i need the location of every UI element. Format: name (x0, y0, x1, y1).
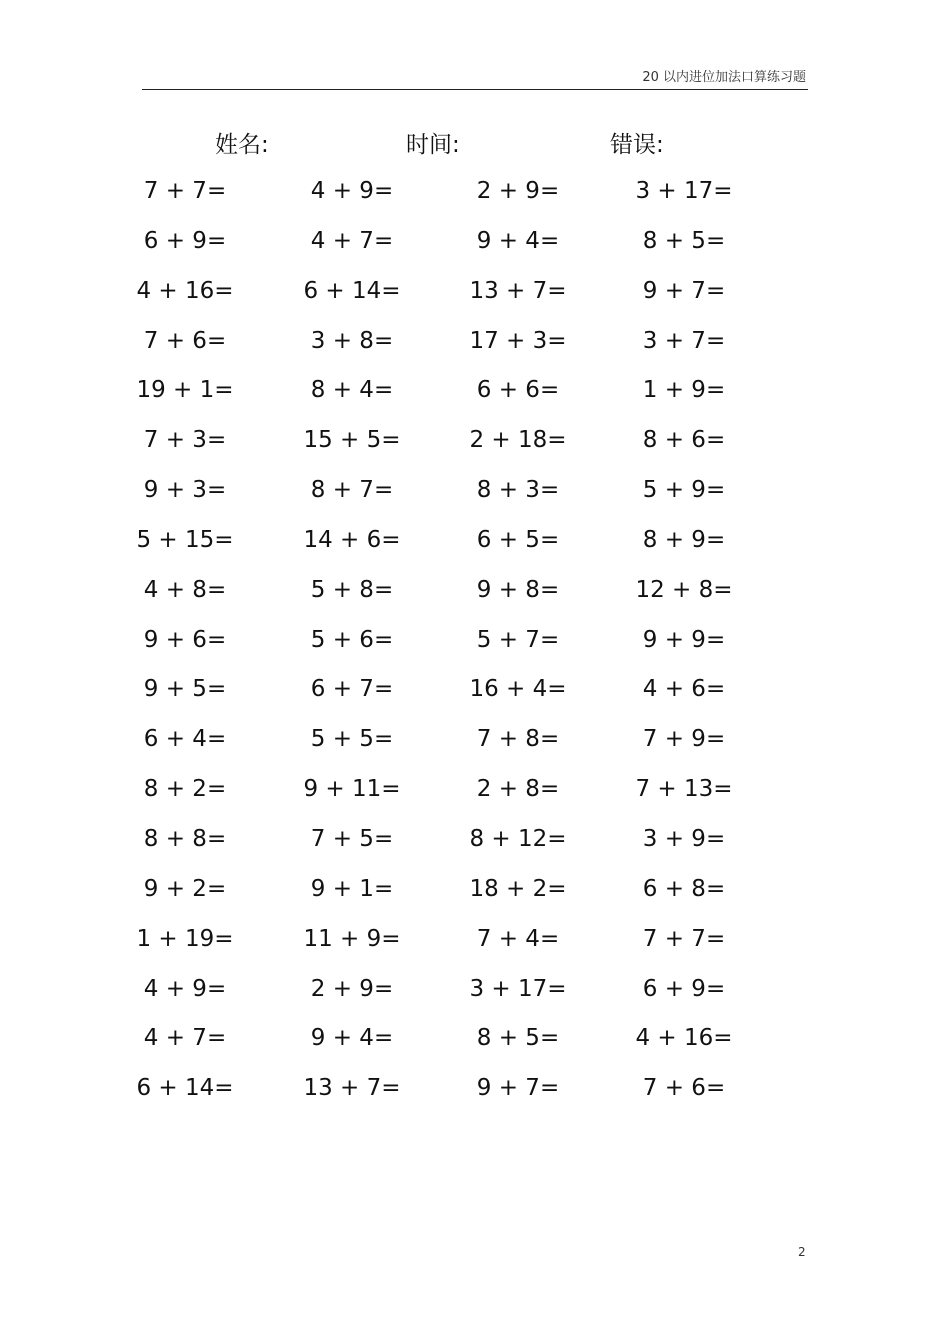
addition-problem: 9 + 2= (143, 875, 227, 902)
problem-row (0, 766, 950, 816)
problem-row (0, 1065, 950, 1115)
addition-problem: 7 + 6= (642, 1075, 726, 1102)
addition-problem: 6 + 5= (476, 526, 560, 553)
addition-problem: 7 + 9= (642, 726, 726, 753)
addition-problem: 18 + 2= (469, 875, 567, 902)
addition-problem: 8 + 6= (642, 427, 726, 454)
addition-problem: 4 + 16= (635, 1025, 733, 1052)
problem-row (0, 916, 950, 966)
name-label: 姓名: (215, 132, 269, 158)
time-label: 时间: (406, 132, 460, 158)
addition-problem: 7 + 13= (635, 776, 733, 803)
addition-problem: 5 + 15= (136, 526, 234, 553)
addition-problem: 5 + 9= (642, 477, 726, 504)
addition-problem: 3 + 7= (642, 327, 726, 354)
addition-problem: 8 + 3= (476, 477, 560, 504)
addition-problem: 3 + 17= (635, 178, 733, 204)
addition-problem: 8 + 2= (143, 776, 227, 803)
problem-row (0, 467, 950, 517)
addition-problem: 17 + 3= (469, 327, 567, 354)
addition-problem: 9 + 4= (476, 227, 560, 254)
addition-problem: 7 + 8= (476, 726, 560, 753)
addition-problem: 5 + 5= (310, 726, 394, 753)
problem-row (0, 716, 950, 766)
problem-row (0, 617, 950, 667)
addition-problem: 7 + 3= (143, 427, 227, 454)
problem-row (0, 666, 950, 716)
problem-row (0, 417, 950, 467)
addition-problem: 8 + 4= (310, 377, 394, 404)
addition-problem: 4 + 9= (310, 178, 394, 204)
addition-problem: 4 + 7= (143, 1025, 227, 1052)
addition-problem: 5 + 6= (310, 626, 394, 653)
addition-problem: 2 + 9= (476, 178, 560, 204)
addition-problem: 6 + 7= (310, 676, 394, 703)
problem-row (0, 168, 950, 218)
addition-problem: 3 + 17= (469, 975, 567, 1002)
problem-row (0, 567, 950, 617)
problem-row (0, 517, 950, 567)
addition-problem: 9 + 6= (143, 626, 227, 653)
addition-problem: 8 + 9= (642, 526, 726, 553)
addition-problem: 4 + 8= (143, 576, 227, 603)
addition-problem: 6 + 6= (476, 377, 560, 404)
addition-problem: 4 + 9= (143, 975, 227, 1002)
addition-problem: 6 + 4= (143, 726, 227, 753)
addition-problem: 19 + 1= (136, 377, 234, 404)
problem-row (0, 816, 950, 866)
problem-row (0, 866, 950, 916)
addition-problem: 6 + 9= (642, 975, 726, 1002)
addition-problem: 2 + 8= (476, 776, 560, 803)
page-number: 2 (798, 1245, 806, 1259)
addition-problem: 5 + 8= (310, 576, 394, 603)
addition-problem: 8 + 5= (476, 1025, 560, 1052)
errors-label: 错误: (610, 132, 664, 158)
problem-row (0, 318, 950, 368)
addition-problem: 2 + 9= (310, 975, 394, 1002)
addition-problem: 6 + 9= (143, 227, 227, 254)
addition-problem: 13 + 7= (303, 1075, 401, 1102)
header-rule (142, 89, 808, 90)
addition-problem: 7 + 4= (476, 925, 560, 952)
addition-problem: 7 + 7= (642, 925, 726, 952)
problem-row (0, 966, 950, 1016)
header-title: 20 以内进位加法口算练习题 (642, 70, 806, 85)
problem-row (0, 268, 950, 318)
addition-problem: 4 + 16= (136, 277, 234, 304)
addition-problem: 9 + 3= (143, 477, 227, 504)
addition-problem: 6 + 14= (303, 277, 401, 304)
addition-problem: 4 + 7= (310, 227, 394, 254)
addition-problem: 2 + 18= (469, 427, 567, 454)
addition-problem: 11 + 9= (303, 925, 401, 952)
addition-problem: 16 + 4= (469, 676, 567, 703)
addition-problem: 7 + 6= (143, 327, 227, 354)
addition-problem: 7 + 7= (143, 178, 227, 204)
addition-problem: 9 + 9= (642, 626, 726, 653)
addition-problem: 4 + 6= (642, 676, 726, 703)
problem-row (0, 1015, 950, 1065)
problem-row (0, 367, 950, 417)
addition-problem: 8 + 8= (143, 825, 227, 852)
addition-problem: 13 + 7= (469, 277, 567, 304)
addition-problem: 9 + 7= (476, 1075, 560, 1102)
addition-problem: 5 + 7= (476, 626, 560, 653)
addition-problem: 3 + 8= (310, 327, 394, 354)
addition-problem: 12 + 8= (635, 576, 733, 603)
addition-problem: 15 + 5= (303, 427, 401, 454)
addition-problem: 8 + 7= (310, 477, 394, 504)
addition-problem: 9 + 5= (143, 676, 227, 703)
addition-problem: 9 + 11= (303, 776, 401, 803)
problem-grid (0, 168, 950, 1115)
addition-problem: 7 + 5= (310, 825, 394, 852)
addition-problem: 9 + 7= (642, 277, 726, 304)
problem-row (0, 218, 950, 268)
addition-problem: 3 + 9= (642, 825, 726, 852)
addition-problem: 8 + 12= (469, 825, 567, 852)
addition-problem: 9 + 4= (310, 1025, 394, 1052)
addition-problem: 9 + 1= (310, 875, 394, 902)
addition-problem: 6 + 14= (136, 1075, 234, 1102)
addition-problem: 1 + 9= (642, 377, 726, 404)
addition-problem: 6 + 8= (642, 875, 726, 902)
addition-problem: 9 + 8= (476, 576, 560, 603)
addition-problem: 1 + 19= (136, 925, 234, 952)
addition-problem: 14 + 6= (303, 526, 401, 553)
addition-problem: 8 + 5= (642, 227, 726, 254)
